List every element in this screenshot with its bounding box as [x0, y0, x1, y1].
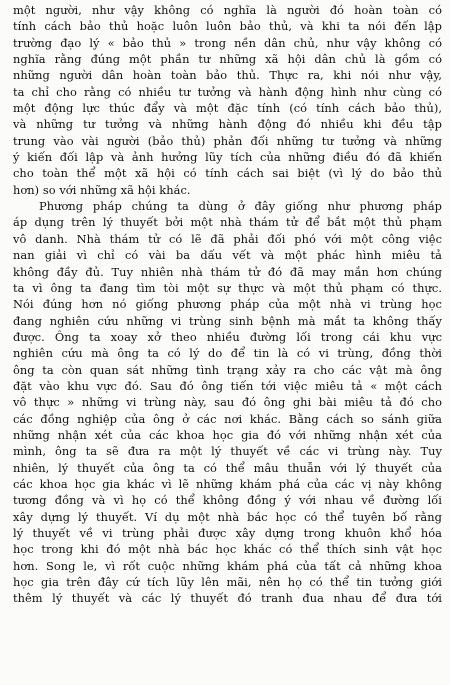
text-line: vô thực » những vi trùng này, sau đó ông ghi bài miêu tả đó cho: [13, 395, 442, 410]
text-line: vô danh. Nhà thám tử có lẽ đã phải đối phó với một công việc: [13, 231, 442, 246]
text-line: những người dân hoàn toàn bảo thủ. Thực ra, khi nói như vậy,: [13, 68, 442, 83]
text-line: hơn. Song le, vì rốt cuộc những khám phá của tất cả những khoa: [13, 558, 442, 573]
text-line: ta vì ông ta đang tìm tòi một sự thực và một thủ phạm có thực.: [13, 280, 442, 295]
text-line: một động lực thúc đẩy và một đặc tính (có tính cách bảo thủ),: [13, 101, 442, 116]
text-line: thêm lý thuyết và các lý thuyết đó tranh đua nhau để đưa tới: [13, 591, 442, 606]
text-line: nghiên cứu mà ông ta có lý do để tin là có vi trùng, đồng thời: [13, 346, 442, 361]
text-line: ta chỉ cho rằng có nhiều tư tưởng và hành động hình như cùng có: [13, 84, 442, 99]
text-line: Phương pháp chúng ta dùng ở đây giống như phương pháp: [39, 199, 442, 214]
text-line: không đầy đủ. Tuy nhiên nhà thám tử đó đã may mắn hơn chúng: [13, 264, 442, 279]
text-line: một người, như vậy không có nghĩa là người đó hoàn toàn có: [13, 3, 442, 17]
text-line: được. Ông ta xoay xở theo nhiều đường lối trong cái khu vực: [13, 329, 442, 344]
text-line: các khoa học gia khác vì lẽ những khám phá của các vị này không: [13, 476, 442, 491]
text-line: học trong khi đó một nhà bác học khác có thể thích sinh vật học: [13, 542, 442, 557]
text-line: trung vào vài người (bảo thủ) phản đối những tư tưởng và những: [13, 133, 442, 148]
text-line: nhiên, lý thuyết của ông ta có thể mâu thuẫn với lý thuyết của: [13, 460, 442, 475]
text-line: nghĩa rằng đúng một phần tư những xã hội dân chủ là gồm có: [13, 52, 442, 67]
text-line: nan giải vì chỉ có vài ba dấu vết và một phác hình miêu tả: [13, 248, 442, 263]
text-line: xây dựng lý thuyết. Ví dụ một nhà bác học có thể tuyên bố rằng: [13, 509, 442, 524]
text-line: tương đồng và vì họ có thể không đồng ý với nhau về đường lối: [13, 493, 442, 508]
text-line: và những tư tưởng và những hành động đó nhiều khi đều tập: [13, 117, 442, 132]
text-line: ông ta còn quan sát những tình trạng xảy ra cho các vật mà ông: [13, 362, 442, 377]
text-line: các đồng nghiệp của ông ở các nơi khác. Bằng cách so sánh giữa: [13, 411, 442, 426]
text-line: mình, ông ta sẽ đưa ra một lý thuyết về các vi trùng này. Tuy: [13, 444, 442, 459]
paragraph-1: [13, 2, 442, 198]
text-line: áp dụng trên lý thuyết bởi một nhà thám tử để bắt một thủ phạm: [13, 215, 442, 230]
text-line: trường đạo lý « bảo thủ » trong nền dân chủ, như vậy không có: [13, 35, 442, 50]
text-line: đặt vào khu vực đó. Sau đó ông tiến tới việc miêu tả « một cách: [13, 378, 442, 393]
text-line: lý thuyết về vi trùng phải được xây dựng trong khuôn khổ hóa: [13, 526, 442, 540]
text-line: Nói đúng hơn nó giống phương pháp của một nhà vi trùng học: [13, 297, 442, 312]
text-line: học gia trên đây cứ tích lũy lên mãi, nên họ có thể tin tưởng giới: [13, 575, 442, 590]
text-line: tính cách bảo thủ hoặc luôn luôn bảo thủ, và khi ta nói đến lập: [13, 19, 442, 34]
text-line: hơn) so với những xã hội khác.: [13, 182, 191, 197]
text-line: đang nghiên cứu những vi trùng sinh bệnh mà mắt ta không thấy: [13, 313, 442, 328]
text-line: cho toàn thể một xã hội có tính cách sai biệt (vì lý do bảo thủ: [13, 166, 442, 181]
text-line: những nhận xét của các khoa học gia đó với những nhận xét của: [13, 427, 442, 442]
text-line: ý kiến đối lập và ảnh hưởng lũy tích của những điều đó đã khiến: [13, 150, 442, 165]
paragraph-2: [13, 198, 442, 607]
